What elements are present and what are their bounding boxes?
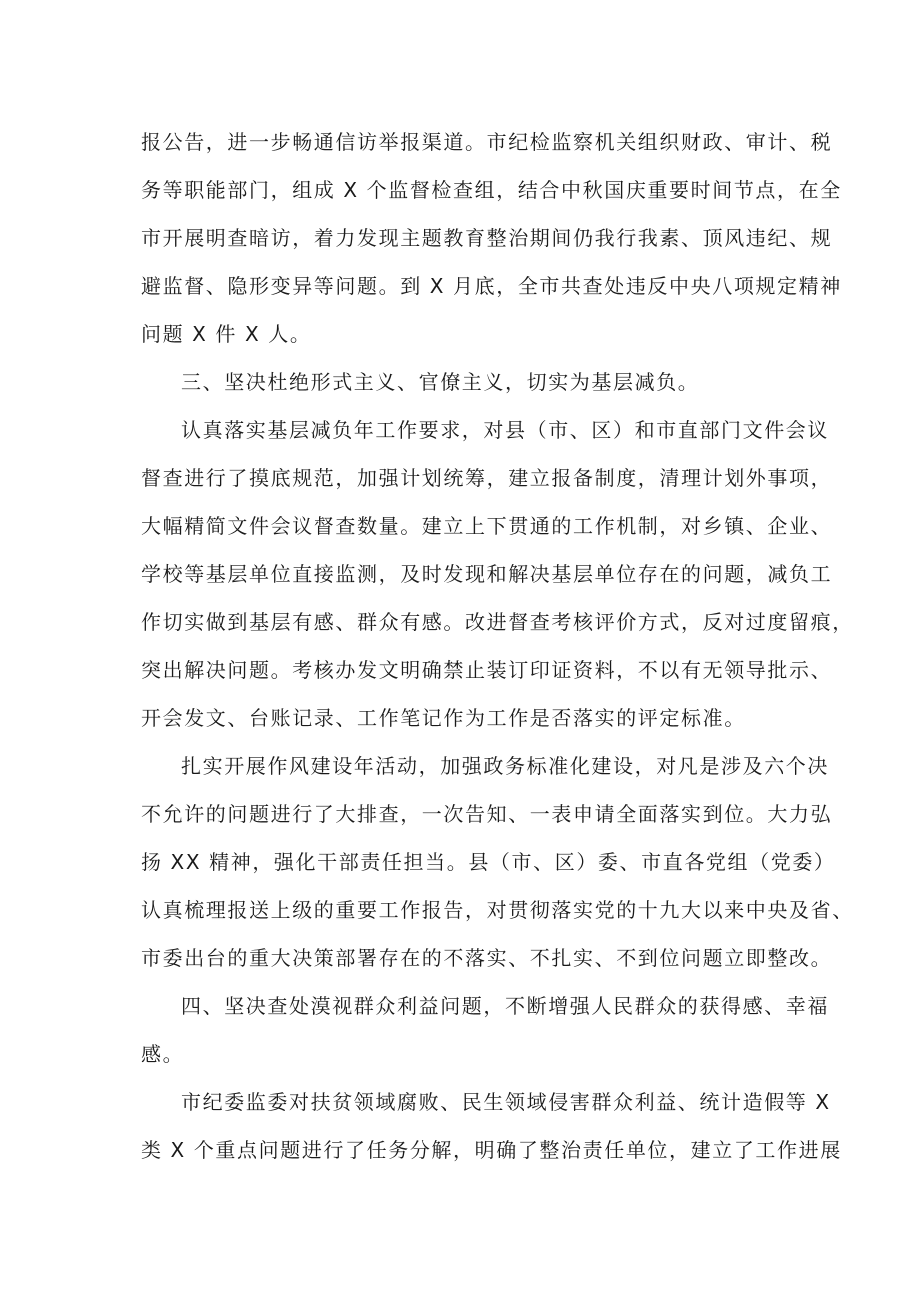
text-line: 开会发文、台账记录、工作笔记作为工作是否落实的评定标准。 [141,706,746,730]
section-heading: 四、坚决查处漠视群众利益问题，不断增强人民群众的获得感、幸福 [181,994,829,1018]
text-line: 务等职能部门，组成 X 个监督检查组，结合中秋国庆重要时间节点，在全 [141,178,842,202]
text-line: 避监督、隐形变异等问题。到 X 月底，全市共查处违反中央八项规定精神 [141,274,842,298]
text-line: 市纪委监委对扶贫领域腐败、民生领域侵害群众利益、统计造假等 X [181,1090,831,1114]
text-line: 报公告，进一步畅通信访举报渠道。市纪检监察机关组织财政、审计、税 [141,130,833,154]
text-line: 不允许的问题进行了大排查，一次告知、一表申请全面落实到位。大力弘 [141,802,833,826]
text-line: 大幅精简文件会议督查数量。建立上下贯通的工作机制，对乡镇、企业、 [141,514,833,538]
text-line: 扎实开展作风建设年活动，加强政务标准化建设，对凡是涉及六个决 [181,754,829,778]
text-line: 市委出台的重大决策部署存在的不落实、不扎实、不到位问题立即整改。 [141,946,833,970]
text-line: 督查进行了摸底规范，加强计划统筹，建立报备制度，清理计划外事项， [141,466,833,490]
section-heading: 三、坚决杜绝形式主义、官僚主义，切实为基层减负。 [181,370,700,394]
text-line: 作切实做到基层有感、群众有感。改进督查考核评价方式，反对过度留痕， [141,610,854,634]
text-line: 类 X 个重点问题进行了任务分解，明确了整治责任单位，建立了工作进展 [141,1138,842,1162]
text-line: 认真梳理报送上级的重要工作报告，对贯彻落实党的十九大以来中央及省、 [141,898,854,922]
section-heading-continuation: 感。 [141,1042,185,1066]
text-line: 扬 XX 精神，强化干部责任担当。县（市、区）委、市直各党组（党委） [141,850,836,874]
text-line: 突出解决问题。考核办发文明确禁止装订印证资料，不以有无领导批示、 [141,658,833,682]
text-line: 认真落实基层减负年工作要求，对县（市、区）和市直部门文件会议 [181,418,829,442]
text-line: 学校等基层单位直接监测，及时发现和解决基层单位存在的问题，减负工 [141,562,833,586]
text-line: 市开展明查暗访，着力发现主题教育整治期间仍我行我素、顶风违纪、规 [141,226,833,250]
text-line: 问题 X 件 X 人。 [141,322,312,346]
